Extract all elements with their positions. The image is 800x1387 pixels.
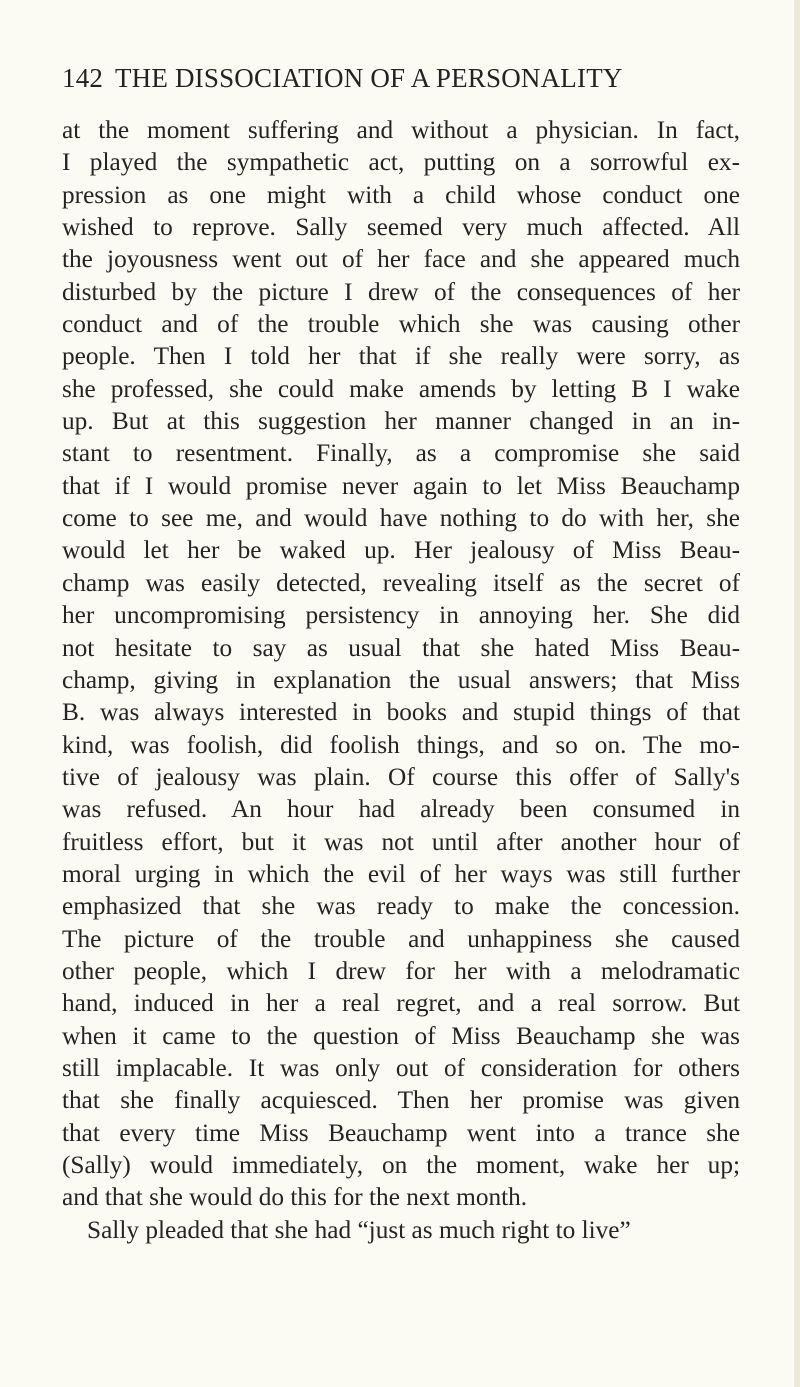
text-line: pression as one might with a child whose conduct one: [62, 180, 740, 209]
running-head: [62, 63, 742, 103]
text-line: that if I would promise never again to let Miss Beauchamp: [62, 471, 740, 500]
text-line: hand, induced in her a real regret, and a real sorrow. But: [62, 989, 740, 1018]
text-line: The picture of the trouble and unhappiness she caused: [62, 924, 740, 953]
text-line: Sally pleaded that she had “just as much right to live”: [87, 1215, 631, 1244]
text-line: other people, which I drew for her with a melodramatic: [62, 956, 740, 985]
text-line: (Sally) would immediately, on the moment, wake her up;: [62, 1151, 740, 1179]
text-line: that every time Miss Beauchamp went into a trance she: [62, 1118, 740, 1147]
text-line: up. But at this suggestion her manner changed in an in-: [62, 407, 740, 436]
text-line: was refused. An hour had already been consumed in: [62, 795, 740, 824]
text-line: wished to reprove. Sally seemed very much affected. All: [62, 213, 740, 242]
text-line: kind, was foolish, did foolish things, and so on. The mo-: [62, 730, 740, 759]
text-line: not hesitate to say as usual that she hated Miss Beau-: [62, 633, 740, 662]
text-line: conduct and of the trouble which she was causing other: [62, 310, 740, 339]
text-line: and that she would do this for the next month.: [62, 1183, 528, 1212]
text-line: tive of jealousy was plain. Of course this offer of Sally's: [62, 762, 740, 791]
text-line: stant to resentment. Finally, as a compromise she said: [62, 439, 740, 468]
text-line: B. was always interested in books and stupid things of that: [62, 698, 740, 727]
text-line: people. Then I told her that if she really were sorry, as: [62, 342, 740, 371]
text-line: at the moment suffering and without a physician. In fact,: [62, 116, 740, 144]
page-number: 142: [62, 63, 104, 93]
text-line: I played the sympathetic act, putting on a sorrowful ex-: [62, 148, 740, 177]
text-line: would let her be waked up. Her jealousy of Miss Beau-: [62, 536, 740, 565]
text-line: that she finally acquiesced. Then her promise was given: [62, 1086, 740, 1115]
text-line: champ, giving in explanation the usual answers; that Miss: [62, 665, 740, 694]
text-line: emphasized that she was ready to make the concession.: [62, 892, 740, 921]
text-line: moral urging in which the evil of her ways was still further: [62, 859, 740, 888]
text-line: fruitless effort, but it was not until after another hour of: [62, 827, 740, 856]
text-line: she professed, she could make amends by letting B I wake: [62, 374, 740, 403]
text-line: disturbed by the picture I drew of the consequences of her: [62, 277, 740, 306]
text-line: still implacable. It was only out of consideration for others: [62, 1053, 740, 1082]
body-text: [62, 114, 740, 1246]
text-line: when it came to the question of Miss Beauchamp she was: [62, 1021, 740, 1050]
running-title: THE DISSOCIATION OF A PERSONALITY: [114, 63, 623, 93]
text-line: the joyousness went out of her face and she appeared much: [62, 245, 740, 274]
text-line: champ was easily detected, revealing itself as the secret of: [62, 568, 740, 597]
text-line: come to see me, and would have nothing to do with her, she: [62, 504, 740, 533]
text-line: her uncompromising persistency in annoying her. She did: [62, 601, 740, 630]
